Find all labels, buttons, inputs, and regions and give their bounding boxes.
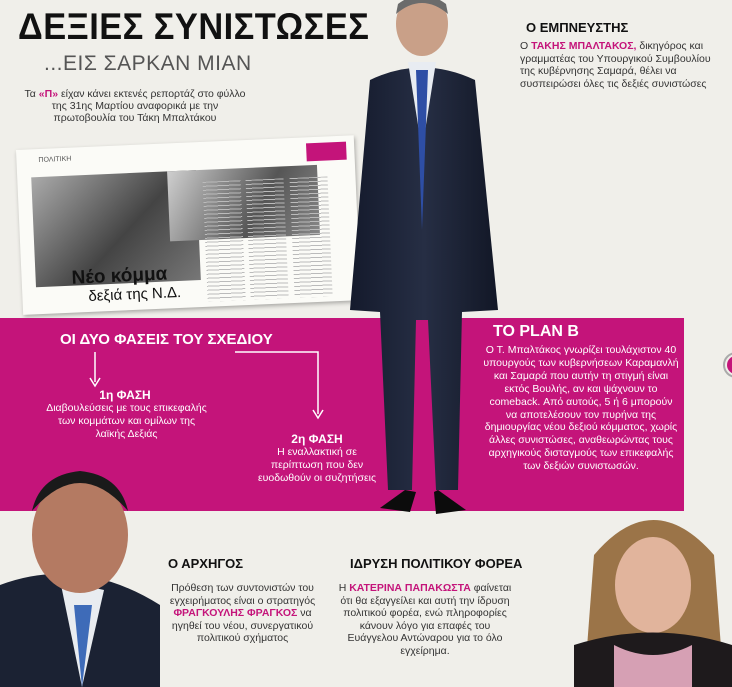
clipping-text-column <box>246 178 289 300</box>
phase1-text: Διαβουλεύσεις με τους επικεφαλής των κομμάτων και ομίλων της λαϊκής Δεξιάς <box>46 402 207 440</box>
page-subtitle: ...ΕΙΣ ΣΑΡΚΑΝ ΜΙΑΝ <box>44 52 252 75</box>
clipping-headline: Νέο κόμμα <box>71 263 168 289</box>
clipping-text-column <box>203 180 246 302</box>
leader-heading: Ο ΑΡΧΗΓΟΣ <box>168 556 244 571</box>
phases-title: ΟΙ ΔΥΟ ΦΑΣΕΙΣ ΤΟΥ ΣΧΕΔΙΟΥ <box>60 331 273 348</box>
phase1-heading: 1η ΦΑΣΗ <box>99 388 151 402</box>
phase2-heading: 2η ΦΑΣΗ <box>291 432 343 446</box>
clipping-subheadline: δεξιά της Ν.Δ. <box>88 283 182 305</box>
plan-b-text: Ο Τ. Μπαλτάκος γνωρίζει τουλάχιστον 40 υπουργούς των κυβερνήσεων Καραμανλή και Σαμαρά που αυτήν τη στιγμή είναι εκτός Βουλής, αν και ψάχνουν το comeback. Από αυτούς, 5 ή 6 μπορούν να αποτελέσουν τον πυρήνα της δημιουργίας νέου δεξιού κόμματος, χωρίς άλλες συνιστώσες, αναθεωρώντας τους αρχηγικούς δισταγμούς των επικεφαλής των δεξιών συνιστωσών. <box>483 344 679 473</box>
founder-portrait-photo <box>574 495 732 687</box>
leader-text: Πρόθεση των συντονιστών του εγχειρήματος είναι ο στρατηγός ΦΡΑΓΚΟΥΛΗΣ ΦΡΑΓΚΟΣ να ηγηθεί του νέου, συνεργατικού πολιτικού σχήματος <box>169 582 316 644</box>
clipping-text-column <box>289 176 332 298</box>
phase2-text: Η εναλλακτική σε περίπτωση που δεν ευοδωθούν οι συζητήσεις <box>257 446 377 484</box>
newspaper-clipping <box>16 135 361 315</box>
page-edge-marker <box>722 340 732 390</box>
clipping-magenta-tab <box>306 142 347 162</box>
inspirer-heading: Ο ΕΜΠΝΕΥΣΤΗΣ <box>526 20 629 35</box>
inspirer-text: Ο ΤΑΚΗΣ ΜΠΑΛΤΑΚΟΣ, δικηγόρος και γραμματέας του Υπουργικού Συμβουλίου της κυβέρνησης Σαμαρά, θέλει να συσπειρώσει όλες τις δεξιές συνιστώσες <box>520 40 711 90</box>
page-title: ΔΕΞΙΕΣ ΣΥΝΙΣΤΩΣΕΣ <box>18 6 370 47</box>
clipping-section-label: ΠΟΛΙΤΙΚΗ <box>38 155 72 165</box>
intro-text: Τα «Π» είχαν κάνει εκτενές ρεπορτάζ στο φύλλο της 31ης Μαρτίου αναφορικά με την πρωτοβουλία του Τάκη Μπαλτάκου <box>24 88 246 124</box>
leader-portrait-photo <box>0 455 160 687</box>
founding-text: Η ΚΑΤΕΡΙΝΑ ΠΑΠΑΚΩΣΤΑ φαίνεται ότι θα εξαγγείλει και αυτή την ίδρυση πολιτικού φορέα, ενώ πληροφορίες κάνουν λόγο για επαφές του Ευάγγελου Αντώναρου για το όλο εγχείρημα. <box>338 582 512 657</box>
founding-heading: ΙΔΡΥΣΗ ΠΟΛΙΤΙΚΟΥ ΦΟΡΕΑ <box>350 556 523 571</box>
plan-b-heading: ΤΟ PLAN B <box>493 323 579 340</box>
